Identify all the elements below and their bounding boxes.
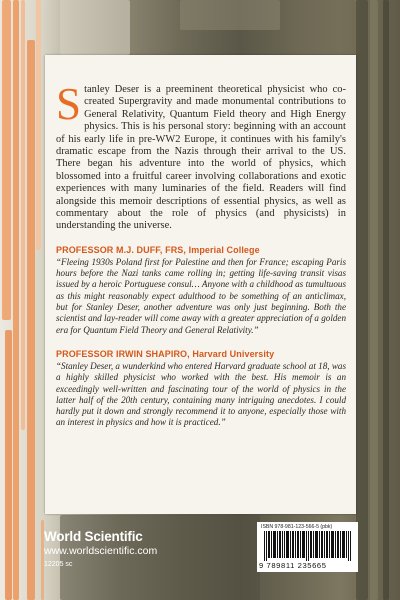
drop-cap: S xyxy=(56,79,82,129)
catalog-code: 12205 sc xyxy=(44,561,73,568)
review-shapiro xyxy=(56,349,346,429)
review-quote: “Fleeing 1930s Poland first for Palestine and then for France; escaping Paris hours before the Nazi tanks came rolling in; getting life-saving transit visas issued by a heroic Portuguese consul… Anyone with a childhood as tumultuous as this might reasonably expect adulthood to be something of an anticlimax, but for Stanley Deser, another adventure was only just beginning. Both the scientist and lay-reader will come away with a greater appreciation of a golden era for Quantum Field Theory and General Relativity.” xyxy=(56,256,346,335)
review-duff xyxy=(56,245,346,336)
barcode xyxy=(257,522,358,572)
blurb-content xyxy=(56,79,346,429)
blurb-panel xyxy=(45,55,356,514)
publisher-name: World Scientific xyxy=(44,529,143,544)
reviewer-name: PROFESSOR M.J. DUFF, FRS, Imperial College xyxy=(56,244,260,255)
intro-text: tanley Deser is a preeminent theoretical physicist who co-created Supergravity and made monumental contributions to General Relativity, Quantum Field theory and High Energy physics. This is his personal story: beginning with an account of his early life in pre-WW2 Europe, it continues with his family's dramatic escape from the Nazis through their arrival to the US. There began his adventure into the world of physics, which blossomed into a fruitful career involving collaborations and exotic experiences with many luminaries of the field. Readers will find alongside this memoir descriptions of essential physics, as well as commentary about the role of physics (and physicists) in understanding the universe. xyxy=(56,84,346,232)
barcode-bars-icon xyxy=(264,531,352,561)
review-quote: “Stanley Deser, a wunderkind who entered Harvard graduate school at 18, was a highly skilled physicist who worked with the best. His memoir is an exceedingly well-written and fascinating tour of the world of physics in the latter half of the 20th century, containing many intriguing anecdotes. I could hardly put it down and strongly recommend it to anyone, especially those with an interest in physics and how it is practiced.” xyxy=(56,360,346,428)
publisher-url: www.worldscientific.com xyxy=(44,545,158,557)
reviewer-name: PROFESSOR IRWIN SHAPIRO, Harvard University xyxy=(56,348,275,359)
barcode-digits: 9 789811 235665 xyxy=(259,561,327,570)
intro-paragraph xyxy=(56,79,346,233)
isbn-label: ISBN 978-981-123-566-5 (pbk) xyxy=(261,524,333,530)
publisher-block xyxy=(44,529,157,569)
